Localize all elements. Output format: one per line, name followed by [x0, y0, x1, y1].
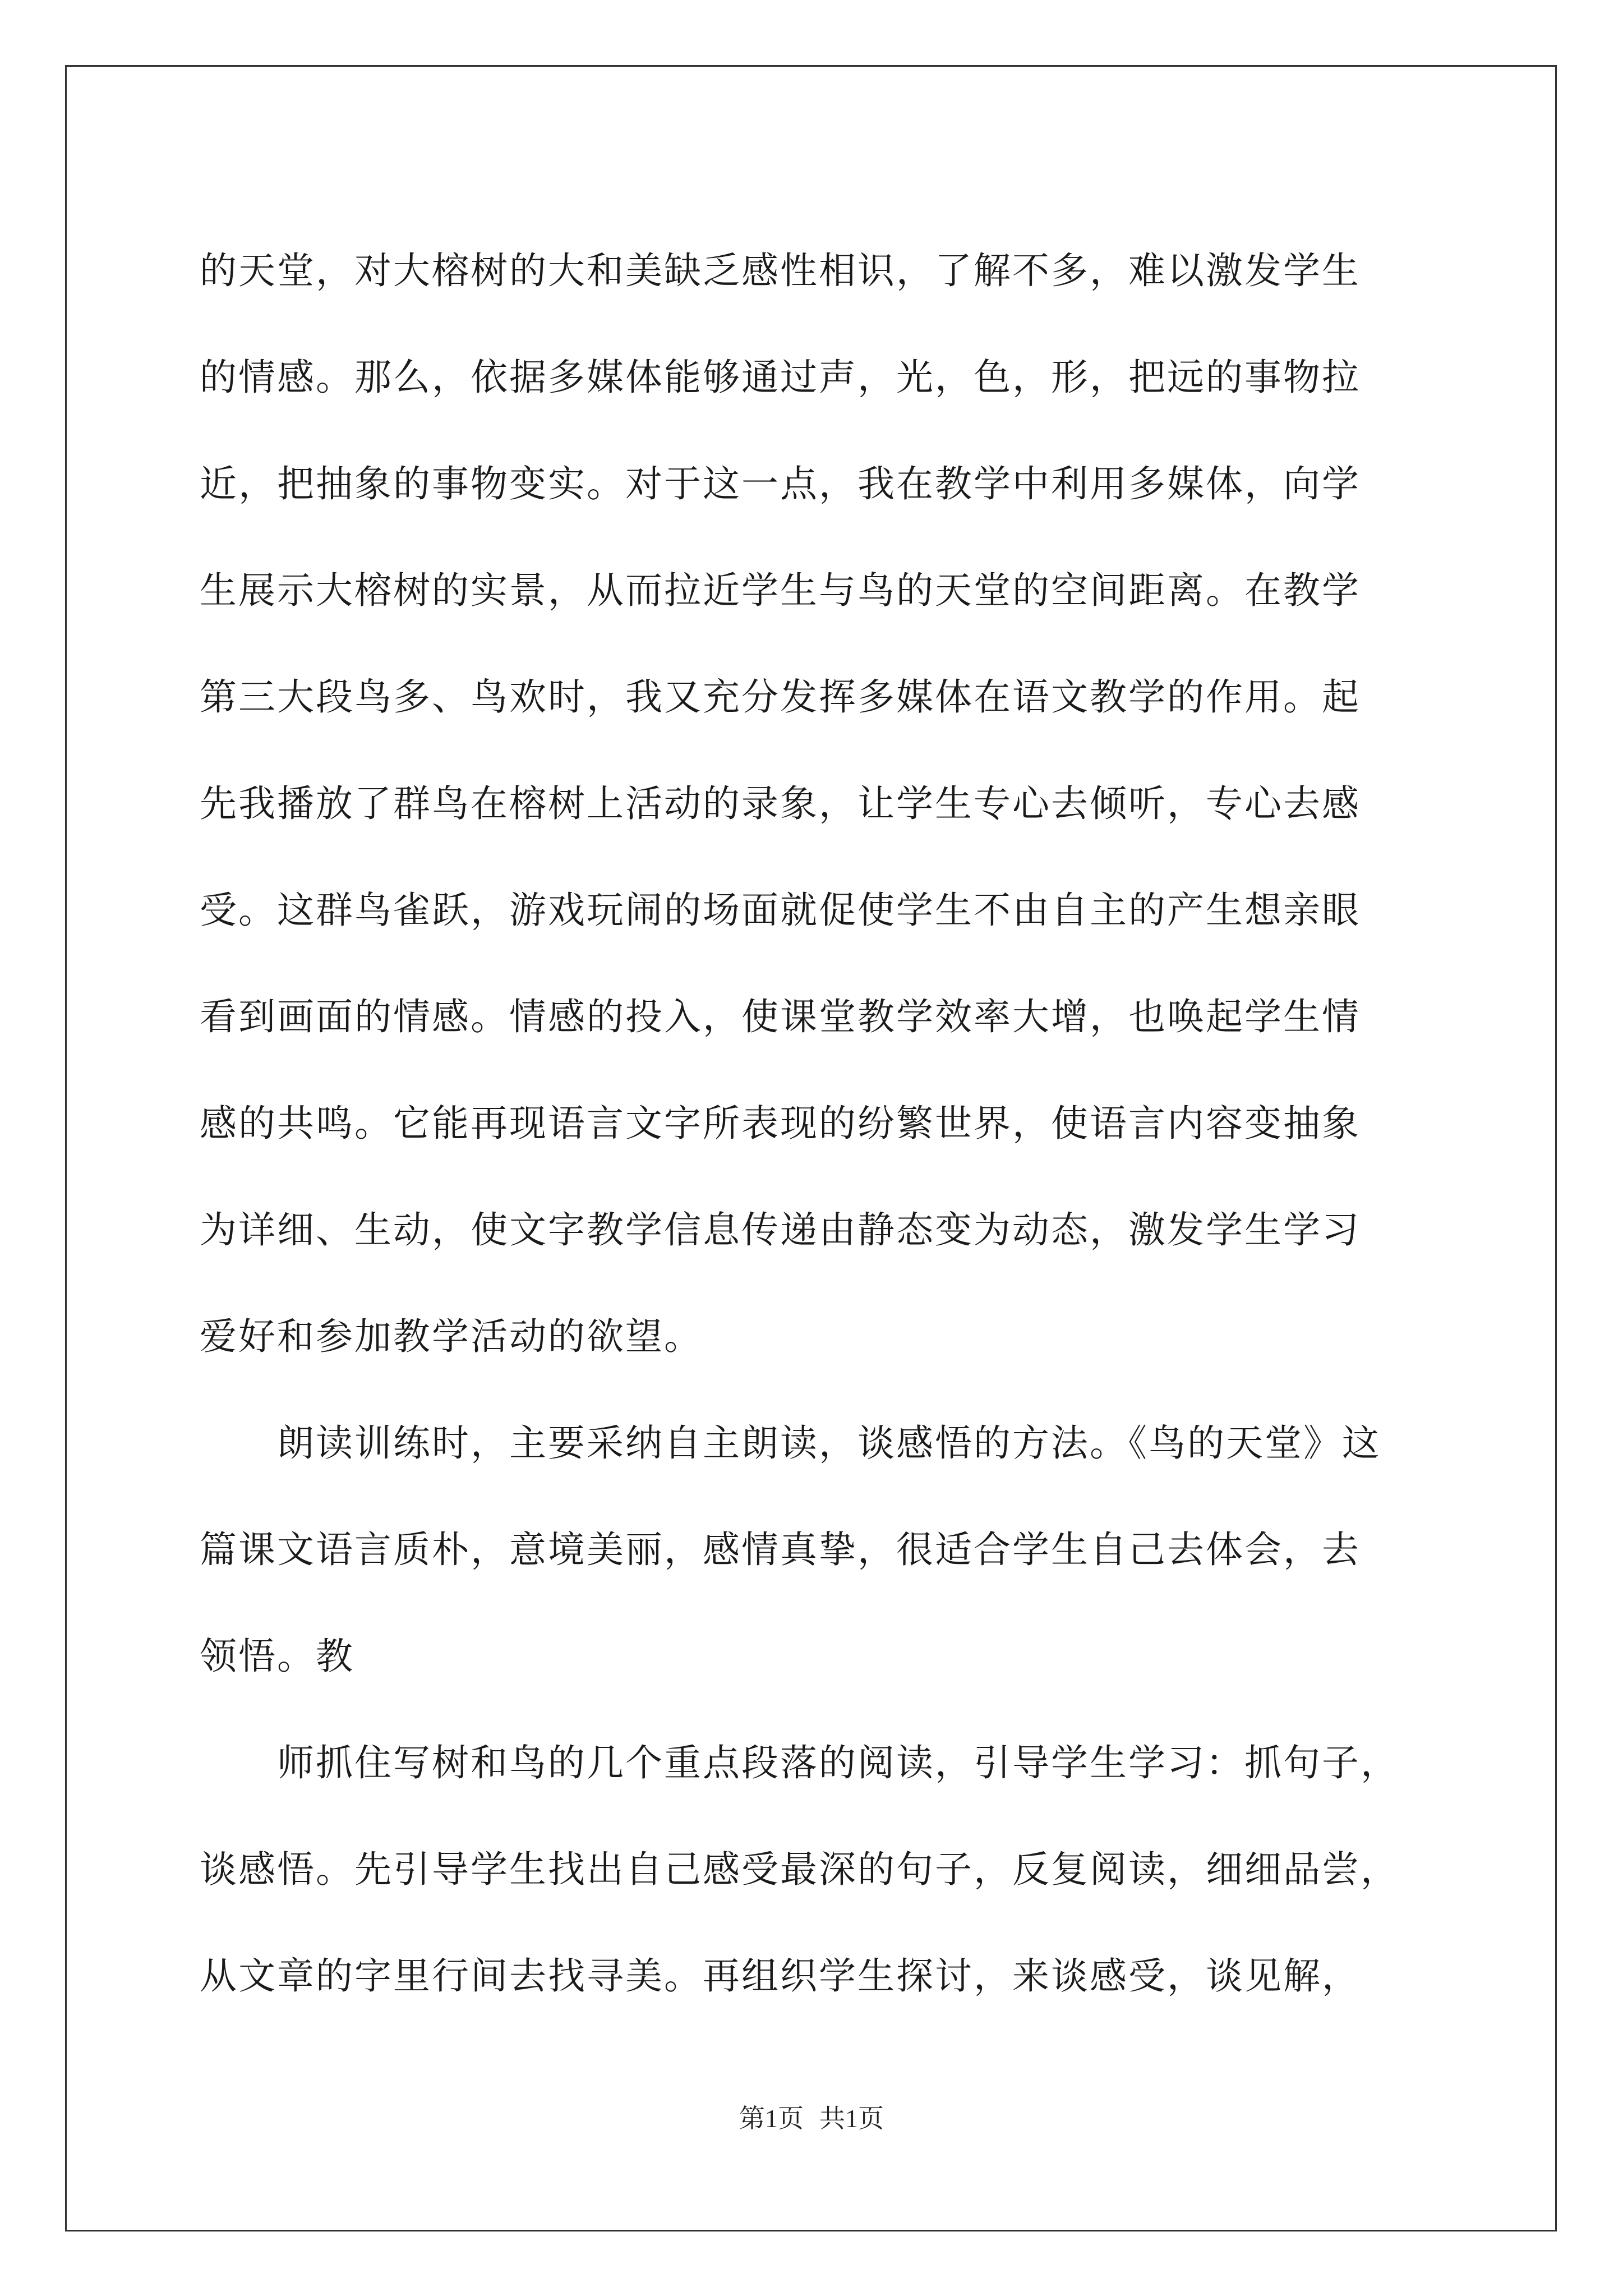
- text-line: 领悟。教: [200, 1635, 354, 1678]
- text-line: 感的共鸣。它能再现语言文字所表现的纷繁世界，使语言内容变抽象: [200, 1102, 1361, 1145]
- text-line: 看到画面的情感。情感的投入，使课堂教学效率大增，也唤起学生情: [200, 995, 1361, 1038]
- text-line: 受。这群鸟雀跃，游戏玩闹的场面就促使学生不由自主的产生想亲眼: [200, 889, 1361, 932]
- document-body: [200, 218, 1433, 2030]
- text-line: 的天堂，对大榕树的大和美缺乏感性相识，了解不多，难以激发学生: [200, 249, 1361, 292]
- text-line: 为详细、生动，使文字教学信息传递由静态变为动态，激发学生学习: [200, 1208, 1361, 1251]
- page-total: 共1页: [819, 2104, 884, 2133]
- text-line: 近，把抽象的事物变实。对于这一点，我在教学中利用多媒体，向学: [200, 462, 1361, 505]
- text-line: 从文章的字里行间去找寻美。再组织学生探讨，来谈感受，谈见解，: [200, 1954, 1361, 1998]
- text-line: 生展示大榕树的实景，从而拉近学生与鸟的天堂的空间距离。在教学: [200, 569, 1361, 612]
- page-footer: [0, 2098, 1623, 2135]
- text-line: 朗读训练时，主要采纳自主朗读，谈感悟的方法。《鸟的天堂》这: [200, 1421, 1381, 1465]
- page-number: 第1页: [739, 2104, 804, 2133]
- text-line: 的情感。那么，依据多媒体能够通过声，光，色，形，把远的事物拉: [200, 356, 1361, 399]
- text-line: 爱好和参加教学活动的欲望。: [200, 1315, 703, 1358]
- text-line: 先我播放了群鸟在榕树上活动的录象，让学生专心去倾听，专心去感: [200, 782, 1361, 825]
- body-text: [200, 218, 1433, 2030]
- text-line: 第三大段鸟多、鸟欢时，我又充分发挥多媒体在语文教学的作用。起: [200, 675, 1361, 719]
- text-line: 篇课文语言质朴，意境美丽，感情真挚，很适合学生自己去体会，去: [200, 1528, 1361, 1571]
- text-line: 师抓住写树和鸟的几个重点段落的阅读，引导学生学习：抓句子，: [200, 1741, 1399, 1784]
- text-line: 谈感悟。先引导学生找出自己感受最深的句子，反复阅读，细细品尝，: [200, 1848, 1399, 1891]
